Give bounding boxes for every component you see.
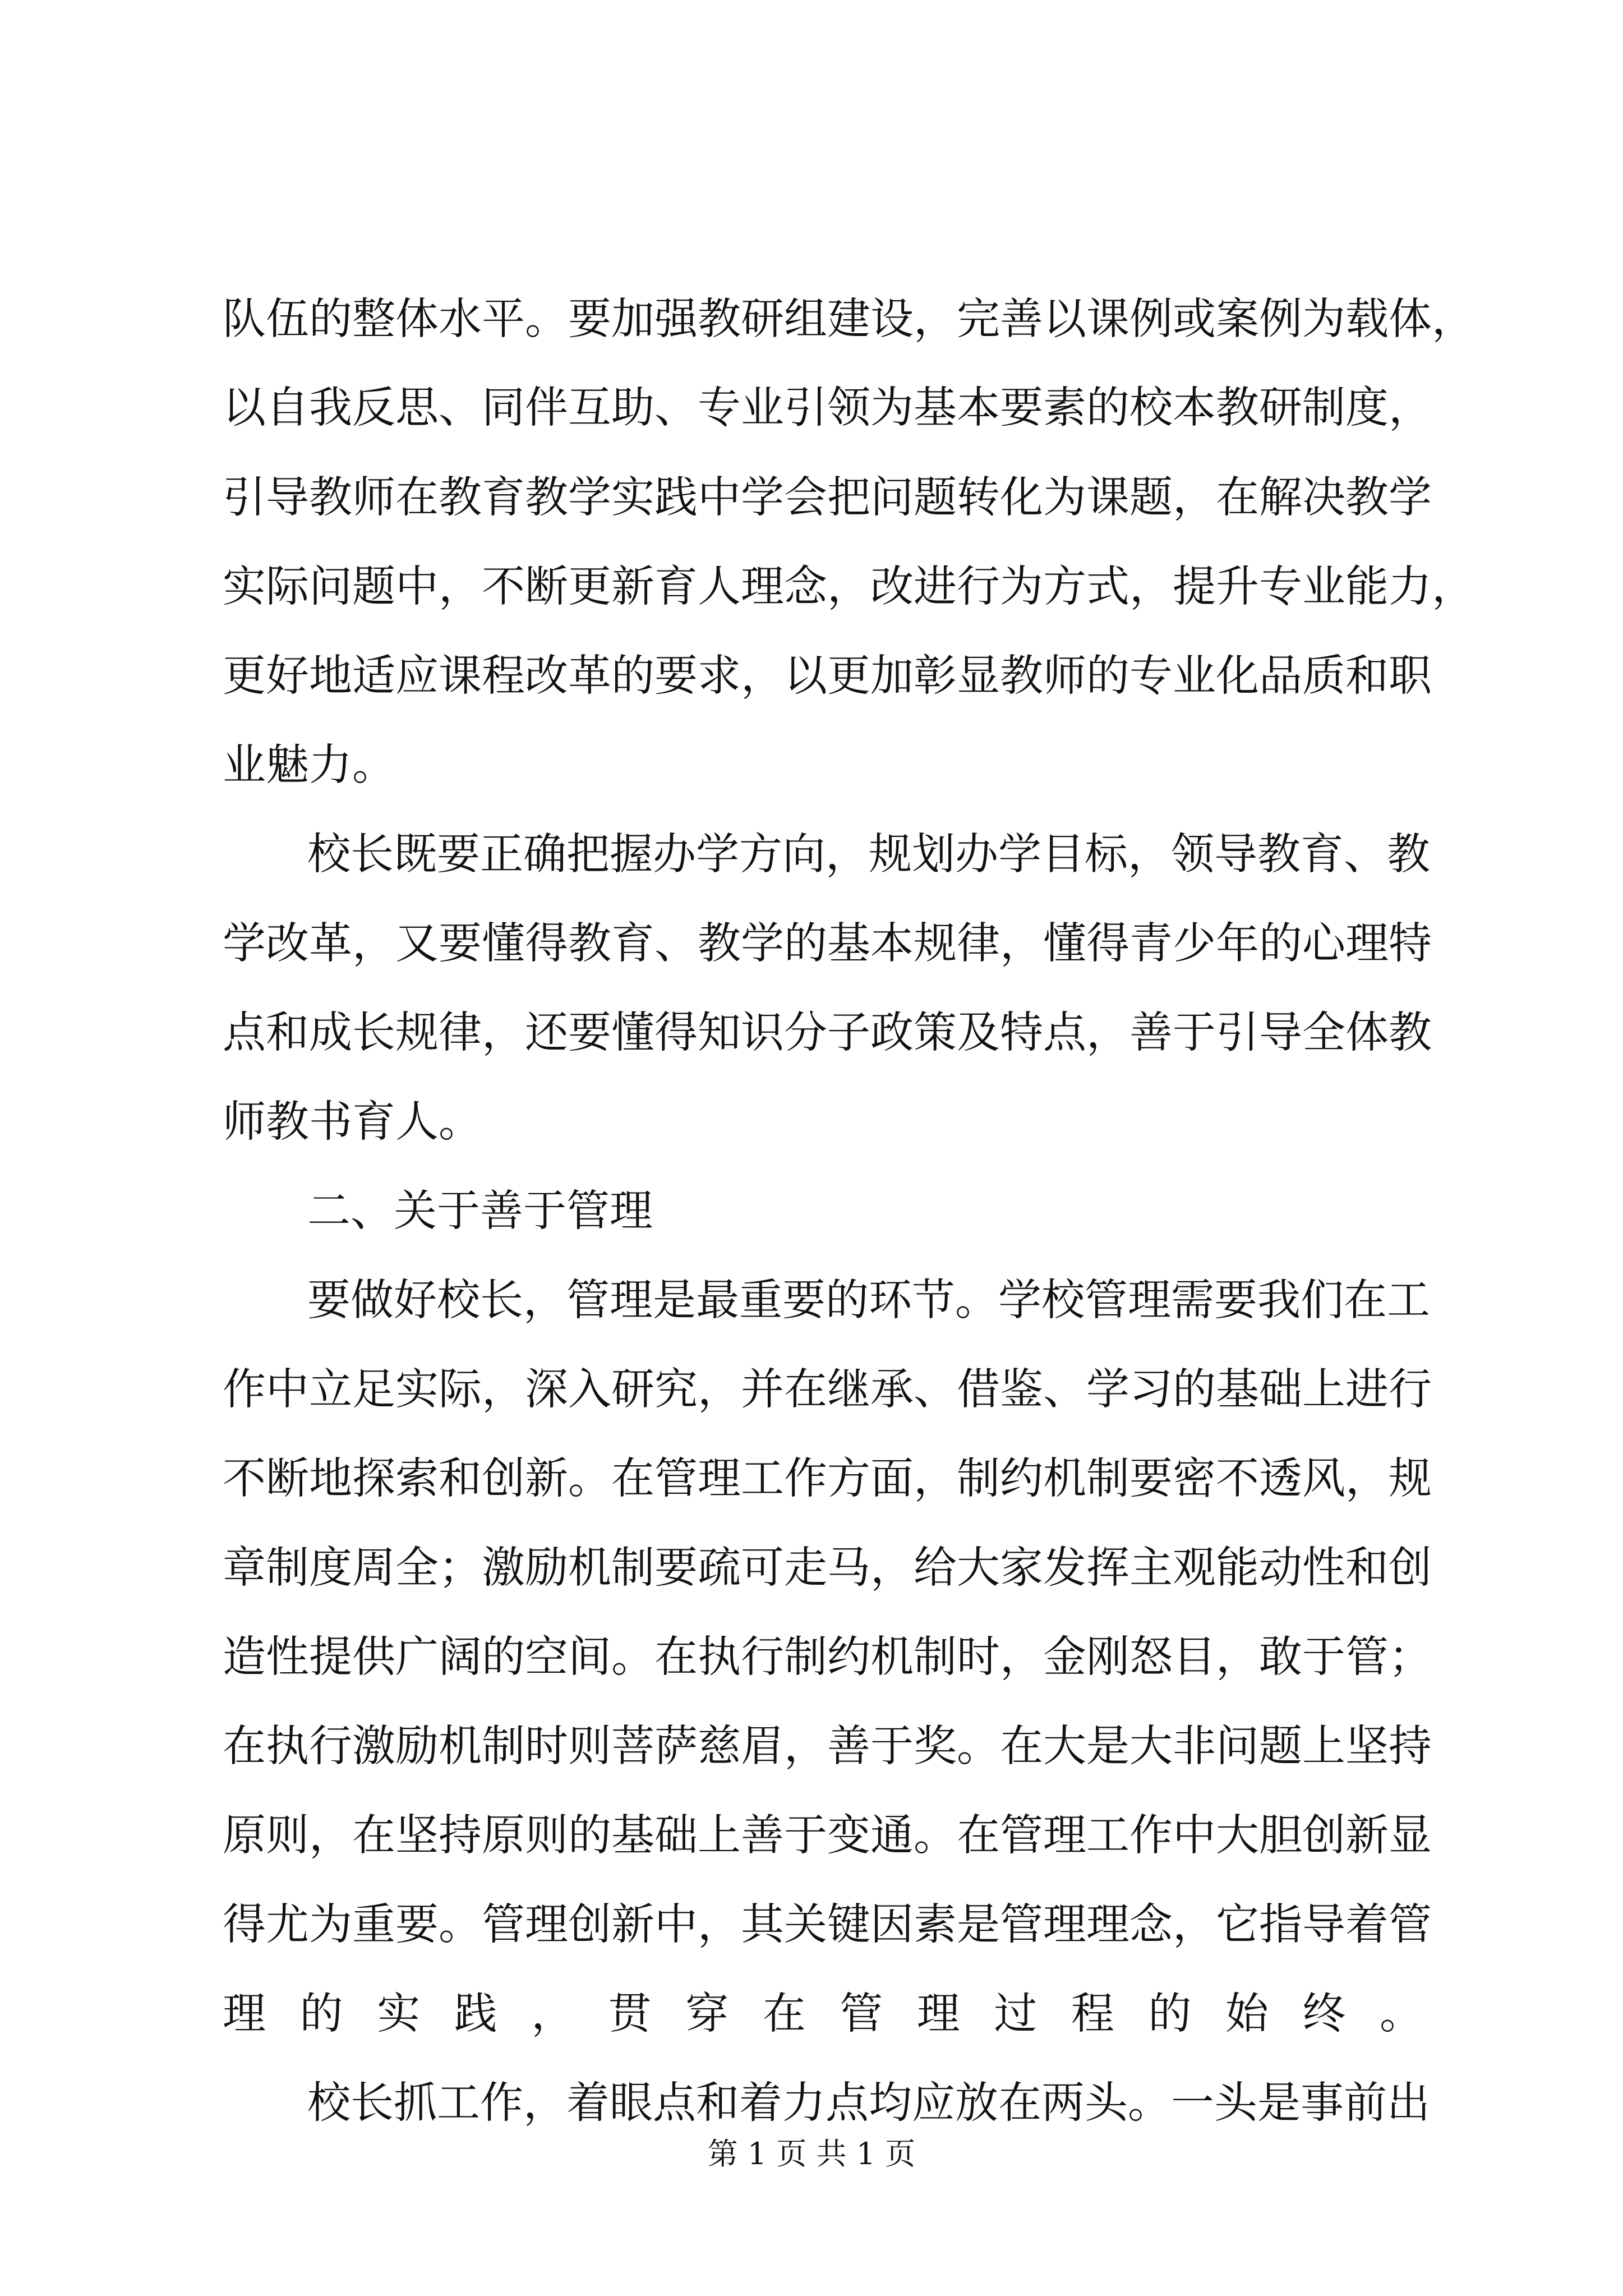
- text-line: [0, 732, 1623, 799]
- text-line-content: 理的实践，贯穿在管理过程的始终。: [223, 1989, 1423, 2039]
- text-line-content: 原则，在坚持原则的基础上善于变通。在管理工作中大胆创新显: [223, 1811, 1432, 1861]
- text-line-content: 校长既要正确把握办学方向，规划办学目标，领导教育、教: [307, 830, 1430, 880]
- text-line: [0, 1713, 1623, 1780]
- text-line: [0, 1446, 1623, 1513]
- text-line-content: 在执行激励机制时则菩萨慈眉，善于奖。在大是大非问题上坚持: [223, 1722, 1432, 1772]
- text-line-content: 队伍的整体水平。要加强教研组建设，完善以课例或案例为载体，: [223, 295, 1475, 344]
- text-line-content: 要做好校长，管理是最重要的环节。学校管理需要我们在工: [307, 1276, 1430, 1326]
- page-footer: [0, 2132, 1623, 2177]
- section-heading-text: 二、关于善于管理: [307, 1186, 653, 1236]
- text-line: [0, 910, 1623, 978]
- text-line: [0, 554, 1623, 621]
- text-line: [0, 375, 1623, 442]
- text-line: [0, 1892, 1623, 1959]
- text-line-content: 章制度周全；激励机制要疏可走马，给大家发挥主观能动性和创: [223, 1543, 1432, 1593]
- text-line-content: 造性提供广阔的空间。在执行制约机制时，金刚怒目，敢于管；: [223, 1632, 1432, 1682]
- text-line: [0, 1089, 1623, 1156]
- text-line-content: 实际问题中，不断更新育人理念，改进行为方式，提升专业能力，: [223, 562, 1475, 612]
- text-line: [0, 1000, 1623, 1067]
- text-line: [0, 1535, 1623, 1602]
- text-line: [0, 286, 1623, 353]
- text-line: [0, 464, 1623, 532]
- text-line-content: 得尤为重要。管理创新中，其关键因素是管理理念，它指导着管: [223, 1900, 1432, 1950]
- text-line-content: 点和成长规律，还要懂得知识分子政策及特点，善于引导全体教: [223, 1008, 1432, 1058]
- text-line-content: 不断地探索和创新。在管理工作方面，制约机制要密不透风，规: [223, 1454, 1432, 1504]
- text-line: [0, 1356, 1623, 1424]
- text-line-content: 学改革，又要懂得教育、教学的基本规律，懂得青少年的心理特: [223, 919, 1432, 969]
- text-line-content: 以自我反思、同伴互助、专业引领为基本要素的校本教研制度，: [223, 383, 1432, 433]
- text-line-content: 更好地适应课程改革的要求，以更加彰显教师的专业化品质和职: [223, 651, 1432, 701]
- page-number-label: 第 1 页 共 1 页: [707, 2136, 916, 2171]
- text-line: [0, 1802, 1623, 1870]
- text-line-content: 作中立足实际，深入研究，并在继承、借鉴、学习的基础上进行: [223, 1365, 1432, 1415]
- text-line: [0, 2070, 1623, 2137]
- text-line: [0, 821, 1623, 889]
- text-line: [0, 1981, 1623, 2048]
- text-line-content: 师教书育人。: [223, 1097, 482, 1147]
- text-line-content: 业魅力。: [223, 740, 395, 790]
- text-line: [0, 1624, 1623, 1691]
- section-heading: [0, 1178, 1623, 1245]
- text-line-content: 引导教师在教育教学实践中学会把问题转化为课题，在解决教学: [223, 473, 1432, 523]
- text-line: [0, 1267, 1623, 1335]
- text-line: [0, 643, 1623, 710]
- text-line-content: 校长抓工作，着眼点和着力点均应放在两头。一头是事前出: [307, 2078, 1430, 2128]
